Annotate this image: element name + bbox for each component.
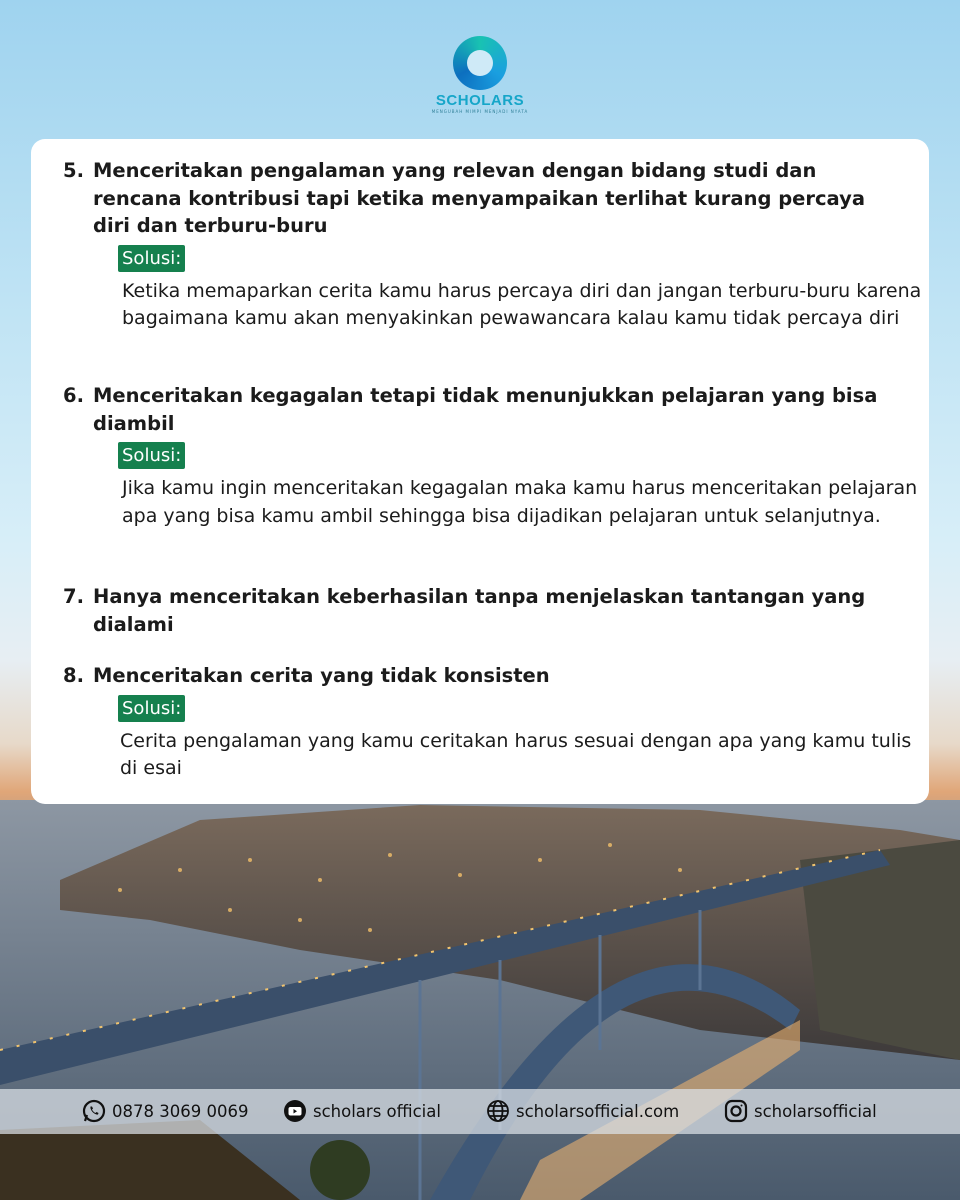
solution-text: Jika kamu ingin menceritakan kegagalan maka kamu harus menceritakan pelajaran apa yang bisa kamu ambil sehingga bisa dijadikan pelajaran untuk selanjutnya. — [122, 477, 918, 527]
item-title-text: Menceritakan pengalaman yang relevan dengan bidang studi dan rencana kontribusi tapi ketika menyampaikan terlihat kurang percaya diri dan terburu-buru — [93, 159, 865, 237]
item-number: 8. — [63, 664, 84, 687]
youtube-icon — [283, 1099, 307, 1123]
solution-text: Cerita pengalaman yang kamu ceritakan harus sesuai dengan apa yang kamu tulis di esai — [120, 729, 912, 779]
youtube-text: scholars official — [313, 1101, 441, 1121]
item-title-text: Hanya menceritakan keberhasilan tanpa menjelaskan tantangan yang dialami — [93, 585, 866, 636]
globe-icon — [486, 1099, 510, 1123]
item-title — [63, 157, 903, 240]
whatsapp-icon — [82, 1099, 106, 1123]
item-number: 7. — [63, 585, 84, 608]
content-card — [31, 139, 929, 804]
footer-instagram[interactable] — [724, 1098, 877, 1124]
item-title — [63, 382, 903, 437]
logo-wordmark: SCHOLARS — [435, 92, 525, 109]
list-item-5 — [63, 157, 922, 333]
item-number: 5. — [63, 159, 84, 182]
item-title — [63, 662, 903, 690]
scholars-logo — [430, 36, 530, 126]
list-item-6 — [63, 382, 918, 530]
item-title-text: Menceritakan cerita yang tidak konsisten — [93, 664, 550, 687]
website-text: scholarsofficial.com — [516, 1101, 680, 1121]
logo-ring-icon — [453, 36, 507, 90]
phone-text: 0878 3069 0069 — [112, 1101, 249, 1121]
item-number: 6. — [63, 384, 84, 407]
solution-text: Ketika memaparkan cerita kamu harus percaya diri dan jangan terburu-buru karena bagaimana kamu akan menyakinkan pewawancara kalau kamu tidak percaya diri — [122, 279, 922, 329]
logo-tagline: MENGUBAH MIMPI MENJADI NYATA — [431, 109, 529, 114]
footer-phone[interactable] — [82, 1098, 248, 1124]
city-bridge-photo — [0, 800, 960, 1200]
item-title-text: Menceritakan kegagalan tetapi tidak menunjukkan pelajaran yang bisa diambil — [93, 384, 878, 435]
list-item-8 — [63, 662, 912, 783]
item-title — [63, 583, 903, 638]
footer-website[interactable] — [486, 1098, 679, 1124]
instagram-icon — [724, 1099, 748, 1123]
footer-youtube[interactable] — [283, 1098, 441, 1124]
solution-badge: Solusi: — [118, 245, 185, 272]
solution-badge: Solusi: — [118, 695, 185, 722]
solution-badge: Solusi: — [118, 442, 185, 469]
instagram-text: scholarsofficial — [754, 1101, 877, 1121]
contact-footer — [0, 1089, 960, 1134]
list-item-7 — [63, 583, 903, 638]
